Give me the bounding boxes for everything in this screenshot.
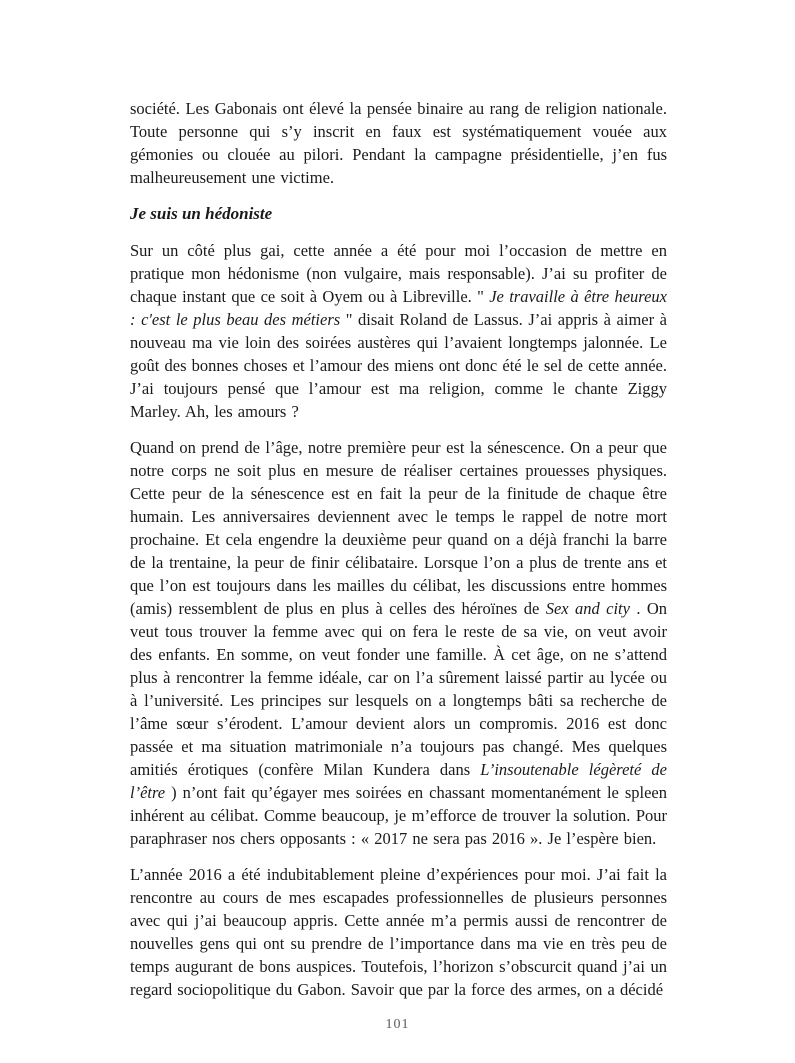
page-content	[130, 97, 667, 1014]
paragraph	[130, 97, 667, 189]
paragraph	[130, 863, 667, 1001]
text-run: Quand on prend de l’âge, notre première peur est la sénescence. On a peur que notre corps ne soit plus en mesure de réaliser certaines prouesses physiques. Cette peur de la sénescence est en fait la peur de la finitude de chaque être humain. Les anniversaires deviennent avec le temps le rappel de notre mort prochaine. Et cela engendre la deuxième peur quand on a déjà franchi la barre de la trentaine, la peur de finir célibataire. Lorsque l’on a plus de trente ans et que l’on est toujours dans les mailles du célibat, les discussions entre hommes (amis) ressemblent de plus en plus à celles des héroïnes de	[130, 438, 667, 618]
page-number: 101	[385, 1017, 410, 1032]
text-run: L’année 2016 a été indubitablement pleine d’expériences pour moi. J’ai fait la rencontre au cours de mes escapades professionnelles de plusieurs personnes avec qui j’ai beaucoup appris. Cette année m’a permis aussi de rencontrer de nouvelles gens qui ont su prendre de l’importance dans ma vie en très peu de temps augurant de bons auspices. Toutefois, l’horizon s’obscurcit quand j’ai un regard sociopolitique du Gabon. Savoir que par la force des armes, on a décidé	[130, 865, 667, 999]
text-run: Je suis un hédoniste	[130, 204, 273, 223]
paragraph	[130, 436, 667, 850]
text-run-italic: Je travaille à être heureux : c'est le plus beau des métiers	[130, 287, 667, 329]
paragraph	[130, 239, 667, 423]
section-heading	[130, 202, 667, 225]
text-run: ) n’ont fait qu’égayer mes soirées en chassant momentanément le spleen inhérent au célibat. Comme beaucoup, je m’efforce de trouver la solution. Pour paraphraser nos chers opposants : « 2017 ne sera pas 2016 ». Je l’espère bien.	[130, 783, 667, 848]
text-run-italic: L’insoutenable légèreté de l’être	[130, 760, 667, 802]
text-run: " disait Roland de Lassus. J’ai appris à aimer à nouveau ma vie loin des soirées austères qui l’avaient longtemps jalonnée. Le goût des bonnes choses et l’amour des miens ont donc été le sel de cette année. J’ai toujours pensé que l’amour est ma religion, comme le chante Ziggy Marley. Ah, les amours ?	[130, 310, 667, 421]
text-run-italic: Sex and city	[545, 599, 630, 618]
text-run: . On veut tous trouver la femme avec qui on fera le reste de sa vie, on veut avoir des enfants. En somme, on veut fonder une famille. À cet âge, on ne s’attend plus à rencontrer la femme idéale, car on l’a sûrement laissé partir au lycée ou à l’université. Les principes sur lesquels on a longtemps bâti sa recherche de l’âme sœur s’érodent. L’amour devient alors un compromis. 2016 est donc passée et ma situation matrimoniale n’a toujours pas changé. Mes quelques amitiés érotiques (confère Milan Kundera dans	[130, 599, 667, 779]
text-run: Sur un côté plus gai, cette année a été pour moi l’occasion de mettre en pratique mon hédonisme (non vulgaire, mais responsable). J’ai su profiter de chaque instant que ce soit à Oyem ou à Libreville. "	[130, 241, 667, 306]
text-run: société. Les Gabonais ont élevé la pensée binaire au rang de religion nationale. Toute personne qui s’y inscrit en faux est systématiquement vouée aux gémonies ou clouée au pilori. Pendant la campagne présidentielle, j’en fus malheureusement une victime.	[130, 99, 667, 187]
